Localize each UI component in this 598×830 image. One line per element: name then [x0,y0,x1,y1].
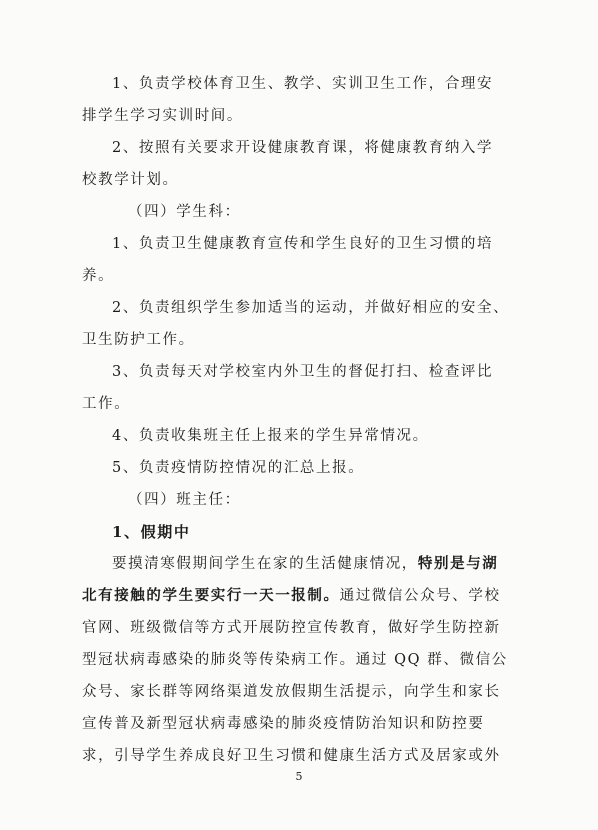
paragraph-line: 卫生防护工作。 [82,332,195,348]
page-number: 5 [295,770,303,783]
text-normal: 要摸清寒假期间学生在家的生活健康情况， [112,556,418,572]
text-bold: 特别是与湖 [417,555,499,572]
paragraph-line: 1、负责学校体育卫生、教学、实训卫生工作，合理安 [112,76,494,92]
paragraph-line: 5、负责疫情防控情况的汇总上报。 [112,460,365,476]
section-heading: （四）班主任： [128,492,241,508]
paragraph-line: 排学生学习实训时间。 [82,108,243,124]
paragraph-line: 众号、家长群等网络渠道发放假期生活提示，向学生和家长 [82,684,501,700]
paragraph-line: 4、负责收集班主任上报来的学生异常情况。 [112,428,429,444]
paragraph-line: 2、按照有关要求开设健康教育课，将健康教育纳入学 [112,140,494,156]
paragraph-line: 宣传普及新型冠状病毒感染的肺炎疫情防治知识和防控要 [82,716,485,732]
paragraph-line: 校教学计划。 [82,172,179,188]
text-bold: 北有接触的学生要实行一天一报制。 [82,587,340,604]
paragraph-line: 型冠状病毒感染的肺炎等传染病工作。通过 QQ 群、微信公 [82,652,508,668]
paragraph-line: 3、负责每天对学校室内外卫生的督促打扫、检查评比 [112,364,494,380]
paragraph-line: 1、负责卫生健康教育宣传和学生良好的卫生习惯的培 [112,236,494,252]
paragraph-line [82,548,522,580]
paragraph-line: 养。 [82,268,115,284]
paragraph-line: 工作。 [82,396,131,412]
subsection-heading: 1、假期中 [112,523,191,541]
paragraph-line: 2、负责组织学生参加适当的运动，并做好相应的安全、 [112,300,510,316]
section-heading: （四）学生科： [128,204,241,220]
paragraph-line: 求，引导学生养成良好卫生习惯和健康生活方式及居家或外 [82,748,501,764]
document-body [82,68,522,772]
text-normal: 通过微信公众号、学校 [339,588,501,604]
paragraph-line [82,580,522,612]
paragraph-line: 官网、班级微信等方式开展防控宣传教育，做好学生防控新 [82,620,501,636]
